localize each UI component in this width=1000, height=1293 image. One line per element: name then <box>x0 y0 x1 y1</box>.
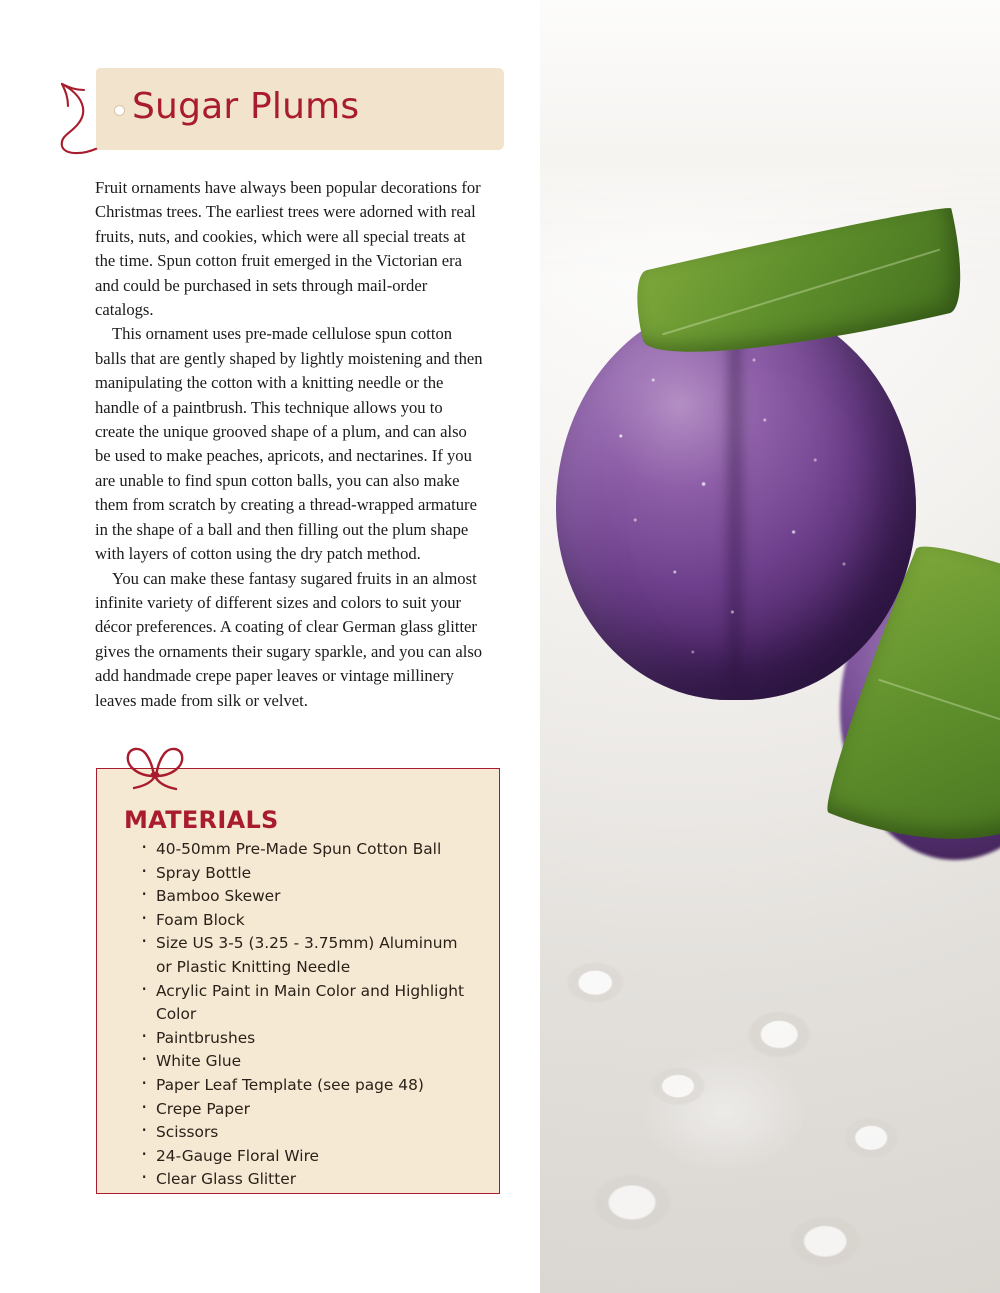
list-item: · Scissors <box>138 1121 468 1145</box>
materials-list <box>138 838 468 1192</box>
body-paragraph-3: You can make these fantasy sugared fruits in an almost infinite variety of different sizes and colors to suit your décor preferences. A coating of clear German glass glitter gives the ornaments their sugary sparkle, and you can also add handmade crepe paper leaves or vintage millinery leaves made from silk or velvet. <box>95 568 483 710</box>
list-item: · Crepe Paper <box>138 1098 468 1122</box>
leaf-vein <box>662 249 940 336</box>
plum-ornament-main <box>556 300 916 700</box>
list-item: · White Glue <box>138 1050 468 1074</box>
tag-hole-icon <box>114 105 125 116</box>
body-paragraph-2: This ornament uses pre-made cellulose spun cotton balls that are gently shaped by lightly moistening and then manipulating the cotton with a knitting needle or the handle of a paintbrush. This technique allows you to create the unique grooved shape of a plum, and can also be used to make peaches, apricots, and nectarines. If you are unable to find spun cotton balls, you can also make them from scratch by creating a thread-wrapped armature in the shape of a ball and then filling out the plum shape with layers of cotton using the dry patch method. <box>95 324 483 564</box>
list-item: · Acrylic Paint in Main Color and Highlight Color <box>138 980 468 1027</box>
glass-glitter-sparkle <box>556 300 916 700</box>
body-copy <box>95 176 485 713</box>
list-item: · 40-50mm Pre-Made Spun Cotton Ball <box>138 838 468 862</box>
bow-icon <box>108 736 204 796</box>
sugar-plum-photograph <box>540 0 1000 1293</box>
page-title: Sugar Plums <box>132 86 360 127</box>
list-item: · Size US 3-5 (3.25 - 3.75mm) Aluminum or Plastic Knitting Needle <box>138 932 468 979</box>
list-item: · Foam Block <box>138 909 468 933</box>
materials-heading: MATERIALS <box>124 806 279 834</box>
list-item: · 24-Gauge Floral Wire <box>138 1145 468 1169</box>
list-item: · Spray Bottle <box>138 862 468 886</box>
list-item: · Bamboo Skewer <box>138 885 468 909</box>
list-item: · Clear Glass Glitter <box>138 1168 468 1192</box>
list-item: · Paintbrushes <box>138 1027 468 1051</box>
list-item: · Paper Leaf Template (see page 48) <box>138 1074 468 1098</box>
body-paragraph-1: Fruit ornaments have always been popular decorations for Christmas trees. The earliest trees were adorned with real fruits, nuts, and cookies, which were all special treats at the time. Spun cotton fruit emerged in the Victorian era and could be purchased in sets through mail-order catalogs. <box>95 178 481 320</box>
leaf-vein <box>878 679 1000 743</box>
